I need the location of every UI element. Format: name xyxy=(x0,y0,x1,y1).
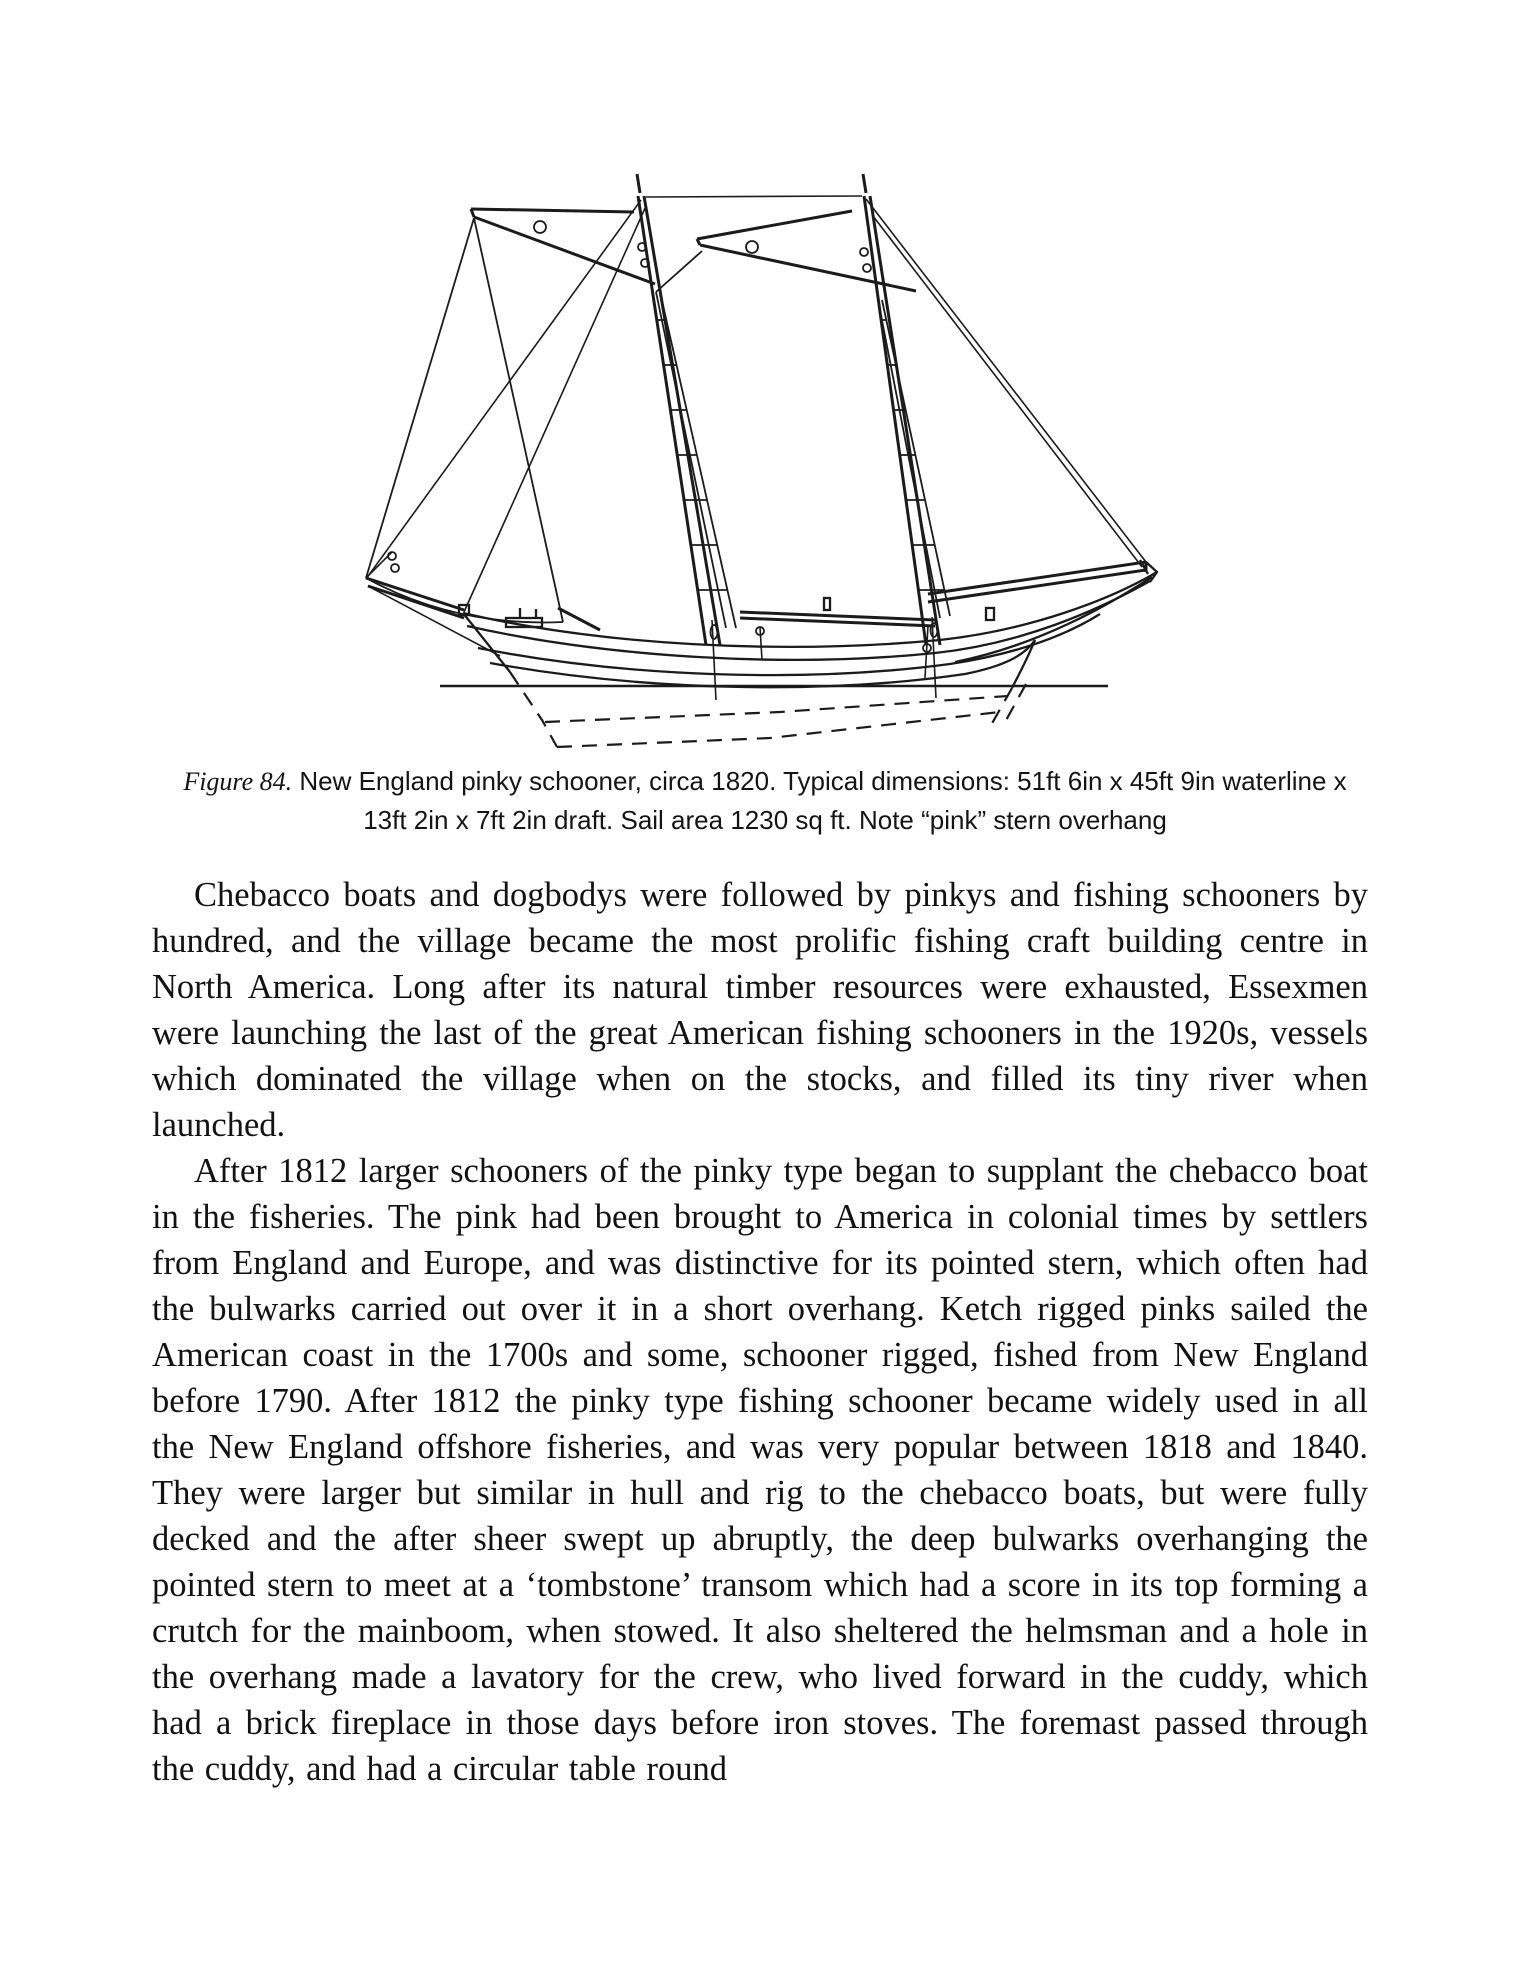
figure-caption-text: New England pinky schooner, circa 1820. Typical dimensions: 51ft 6in x 45ft 9in waterline x 13ft 2in x 7ft 2in draft. Sail area 1230 sq ft. Note “pink” stern overhang xyxy=(292,766,1347,835)
paragraph-2: After 1812 larger schooners of the pinky type began to supplant the chebacco boat in the fisheries. The pink had been brought to America in colonial times by settlers from England and Europe, and was distinctive for its pointed stern, which often had the bulwarks carried out over it in a short overhang. Ketch rigged pinks sailed the American coast in the 1700s and some, schooner rigged, fished from New England before 1790. After 1812 the pinky type fishing schooner became widely used in all the New England offshore fisheries, and was very popular between 1818 and 1840. They were larger but similar in hull and rig to the chebacco boats, but were fully decked and the after sheer swept up abruptly, the deep bulwarks overhanging the pointed stern to meet at a ‘tombstone’ transom which had a score in its top forming a crutch for the mainboom, when stowed. It also sheltered the helmsman and a hole in the overhang made a lavatory for the crew, who lived forward in the cuddy, which had a brick fireplace in those days before iron stoves. The foremast passed through the cuddy, and had a circular table round xyxy=(152,1152,1368,1788)
figure-caption-label: Figure 84. xyxy=(183,767,293,796)
body-text xyxy=(152,872,1368,1792)
figure-caption xyxy=(165,762,1365,840)
schooner-line-drawing xyxy=(0,0,1530,775)
figure-illustration xyxy=(0,0,1530,775)
paragraph-1: Chebacco boats and dogbodys were followed by pinkys and fishing schooners by hundred, and the village became the most prolific fishing craft building centre in North America. Long after its natural timber resources were exhausted, Essexmen were launching the last of the great American fishing schooners in the 1920s, vessels which dominated the village when on the stocks, and filled its tiny river when launched. xyxy=(152,876,1368,1144)
